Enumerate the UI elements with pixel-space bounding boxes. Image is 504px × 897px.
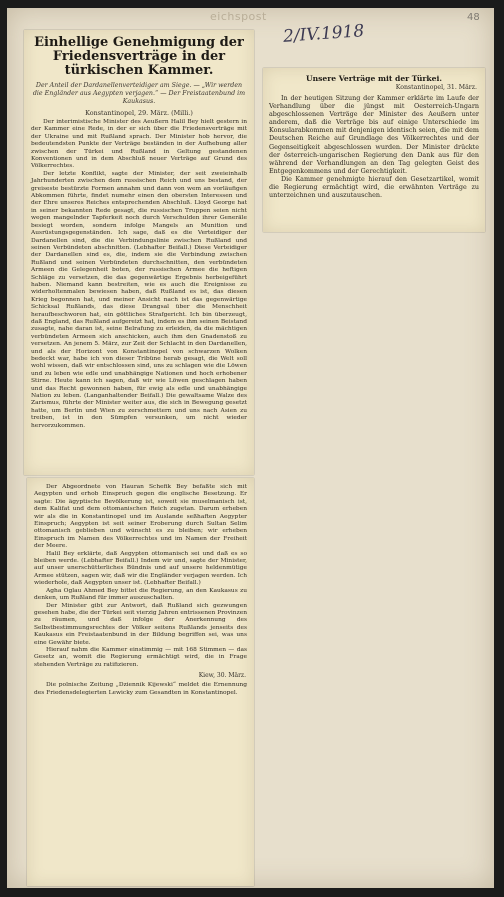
paragraph: In der heutigen Sitzung der Kammer erklärte im Laufe der Verhandlung über die jüngst mit Oesterreich-Ungarn abgeschlossenen Verträge der Minister des Aeußern unter anderem, daß die Verträge bis auf einige Unterschiede im Konsularabkommen mit denjenigen identisch seien, die mit dem Deutschen Reiche auf Grundlage des Völkerrechtes und der Gegenseitigkeit abgeschlossen wurden. Der Minister drückte der österreich-ungarischen Regierung den Dank aus für den während der Verhandlungen an den Tag gelegten Geist des Entgegenkommens und der Gerechtigkeit. (269, 94, 479, 175)
paragraph: Die Kammer genehmigte hierauf den Gesetzartikel, womit die Regierung ermächtigt wird, die erwähnten Verträge zu unterzeichnen und auszutauschen. (269, 174, 479, 200)
main-article-clipping-top (24, 30, 254, 475)
paragraph: Der letzte Konflikt, sagte der Minister, der seit zweieinhalb Jahrhunderten zwischen dem russischen Reich und uns bestand, der greiseste bestürzte Formen annahm und dann von wem an vorläufigen Abkommen führte, findet numehr einen den obersten Interessen und der Ehre unseres Reiches entsprechenden Abschluß. Lloyd George hat in seiner bekannten Rede gesagt, die russischen Truppen seien nicht wegen mangelnder Tapferkeit noch durch Verschulden ihrer Generäle besiegt worden, sondern infolge Mangels an Munition und Ausrüstungsgegenständen. Ich sage, daß es die Verteidiger der Dardanellen sind, die die Verbindungslinie zwischen Rußland und seinen Verbündeten abschnitten. (Lebhafter Beifall.) Diese Verteidiger der Dardanellen sind es, die, indem sie die Verbindung zwischen Rußland und seinen Verbündeten durchschnitten, den verbündeten Armeen die Gelegenheit boten, der russischen Armee die heftigen Schläge zu versetzen, die das gegenwärtige Ergebnis herbeigeführt haben. Niemand kann bestreiten, wie es auch die Ereignisse zu widerholtenmalen bewiesen haben, daß Rußland es ist, das diesen Krieg begonnen hat, und meiner Ansicht nach ist das gegenwärtige Schicksal Rußlands, das diese Drangsal über die Menschheit heraufbeschworen hat, ein göttliches Strafgericht. Ich bin überzeugt, daß England, das Rußland aufgereizt hat, indem es ihm seinen Beistand zusagte, nahe daran ist, seine Belrafung zu erleiden, da die mächtigen verbündeten Armeen sich anschicken, auch ihm den Gnadenstoß zu versetzen. An jenem 5. März, zur Zeit der Schlacht in den Dardanellen, und als der Horizont von Konstantinopel von schwarzen Wolken bedeckt war, habe ich von dieser Tribüne herab gesagt, die Welt soll wohl wissen, daß wir entschlossen sind, uns zu schlagen wie die Löwen und zu leben wie edle und unabhängige Nationen und hoch erhobener Stirne. Heute kann ich sagen, daß wir wie Löwen geschlagen haben und das Recht gewonnen haben, für ewig als edle und unabhängige Nation zu leben. (Langanhaltender Beifall.) Die gewaltsame Walze des Zarismus, führte der Minister weiter aus, die sich in Bewegung gesetzt hatte, um Berlin und Wien zu zerschmettern und uns nach Asien zu treiben, ist in den Sümpfen versunken, um nicht wieder hervorzukommen. (31, 170, 247, 429)
stamp-watermark: eichspost (210, 10, 267, 23)
paragraph: Der interimistische Minister des Aeußern Halil Bey hielt gestern in der Kammer eine Rede, in der er sich über die Friedensverträge mit der Ukraine und mit Rußland sprach. Der Minister hob hervor, die bedeutendsten Punkte der Verträge beständen in der Aufhebung aller zwischen der Türkei und Rußland in Geltung gestandenen Konventionen und in dem Abschluß neuer Verträge auf Grund des Völkerrechtes. (31, 119, 247, 170)
main-subhead: Der Anteil der Dardanellenverteidiger am Siege. — „Wir werden die Engländer aus Aegypten verjagen.“ — Der Freistaatenbund im Kaukasus. (32, 82, 246, 105)
main-headline: Einhellige Genehmigung der Friedensverträge in der türkischen Kammer. (34, 35, 244, 78)
main-body-top (31, 119, 247, 430)
side-dateline: Konstantinopel, 31. März. (395, 84, 477, 91)
side-body (269, 94, 479, 199)
paragraph: Hierauf nahm die Kammer einstimmig — mit 168 Stimmen — das Gesetz an, womit die Regierung ermächtigt wird, die in Frage stehenden Verträge zu ratifizieren. (34, 646, 247, 668)
main-article-clipping-bottom (27, 478, 254, 886)
archive-number: 48 (467, 12, 480, 23)
paragraph: Agha Oglau Ahmed Bey bittet die Regierung, an den Kaukasus zu denken, um Rußland für immer auszuschalten. (34, 587, 247, 602)
paragraph: Der Minister gibt zur Antwort, daß Rußland sich gezwungen gesehen habe, die der Türkei seit vierzig Jahren entrissenen Provinzen zu räumen, und daß infolge der Anerkennung des Selbstbestimmungsrechtes der Völker seitens Rußlands jenseits des Kaukasus ein Freistaatenbund in der Bildung begriffen sei, was uns eine Gewähr biete. (34, 602, 247, 646)
main-dateline: Konstantinopel, 29. März. (Milli.) (85, 109, 193, 117)
kiew-dateline: Kiew, 30. März. (198, 672, 246, 680)
side-article-clipping (263, 68, 485, 232)
side-title: Unsere Verträge mit der Türkei. (305, 74, 443, 83)
main-body-bottom (34, 484, 247, 669)
handwritten-date: 2/IV.1918 (282, 21, 365, 47)
paragraph: Die polnische Zeitung „Dziennik Kijewski“ meldet die Ernennung des Friedensdelegierten Lewicky zum Gesandten in Konstantinopel. (34, 682, 247, 696)
paragraph: Halil Bey erklärte, daß Aegypten ottomanisch sei und daß es so bleiben werde. (Lebhafter Beifall.) Indem wir und, sagte der Minister, auf unser unerschütterliches Bündnis und auf unsere heldenmütige Armee stützen, sagen wir, daß wir die Engländer verjagen werden. Ich wiederhole, daß Aegypten unser ist. (Lebhafter Beifall.) (34, 550, 247, 587)
paragraph: Der Abgeordnete von Hauran Schefik Bey befaßte sich mit Aegypten und erhob Einspruch gegen die englische Besetzung. Er sagte: Die ägyptische Bevölkerung ist, soweit sie muselmanisch ist, dem Kalifat und dem ottomanischen Reich zugetan. Darum erheben wir als die in Konstantinopel und im Auslande seßhaften Aegypter Einspruch; Aegypten ist seit seiner Eroberung durch Sultan Selim ottomanisch geblieben und wünscht es zu bleiben; wir erheben Einspruch im Namen des Völkerrechtes und im Namen der Freiheit der Meere. (34, 484, 247, 550)
kiew-body (34, 682, 247, 697)
